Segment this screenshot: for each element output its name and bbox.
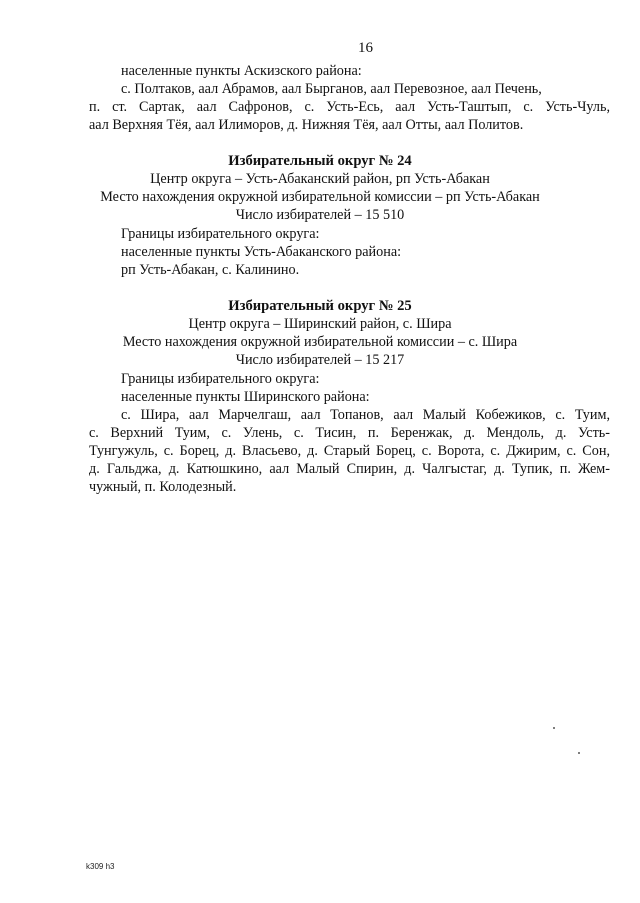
district-25-title: Избирательный округ № 25 bbox=[228, 298, 412, 314]
district-25-localities-line-3: Тунгужуль, с. Борец, д. Власьево, д. Старый Борец, с. Ворота, с. Джирим, с. Сон, bbox=[89, 443, 610, 459]
district-25-localities-label: населенные пункты Ширинского района: bbox=[121, 389, 370, 405]
footer-document-code: k309 h3 bbox=[86, 862, 115, 871]
district-25-localities-line-2: с. Верхний Туим, с. Улень, с. Тисин, п. Беренжак, д. Мендоль, д. Усть- bbox=[89, 425, 610, 441]
district-23-localities-line-1: с. Полтаков, аал Абрамов, аал Бырганов, аал Перевозное, аал Печень, bbox=[121, 81, 542, 97]
district-25-localities-line-1: с. Шира, аал Марчелгаш, аал Топанов, аал Малый Кобежиков, с. Туим, bbox=[121, 407, 610, 423]
district-24-title: Избирательный округ № 24 bbox=[228, 153, 412, 169]
district-24-commission-location: Место нахождения окружной избирательной комиссии – рп Усть-Абакан bbox=[100, 189, 540, 205]
district-25-center: Центр округа – Ширинский район, с. Шира bbox=[188, 316, 452, 332]
district-25-localities-line-5: чужный, п. Колодезный. bbox=[89, 479, 237, 495]
district-23-localities-line-2: п. ст. Сартак, аал Сафронов, с. Усть-Есь, аал Усть-Таштып, с. Усть-Чуль, bbox=[89, 99, 610, 115]
district-24-borders-label: Границы избирательного округа: bbox=[121, 226, 320, 242]
district-24-center: Центр округа – Усть-Абаканский район, рп Усть-Абакан bbox=[150, 171, 490, 187]
district-25-localities-line-4: д. Гальджа, д. Катюшкино, аал Малый Спирин, д. Чалгыстаг, д. Тупик, п. Жем- bbox=[89, 461, 610, 477]
page-number: 16 bbox=[358, 40, 373, 56]
district-23-localities-line-3: аал Верхняя Тёя, аал Илиморов, д. Нижняя Тёя, аал Отты, аал Политов. bbox=[89, 117, 524, 133]
district-24-voters: Число избирателей – 15 510 bbox=[235, 207, 405, 223]
district-25-borders-label: Границы избирательного округа: bbox=[121, 371, 320, 387]
scan-speck bbox=[553, 727, 555, 729]
scan-speck bbox=[578, 752, 580, 754]
district-25-commission-location: Место нахождения окружной избирательной комиссии – с. Шира bbox=[122, 334, 518, 350]
district-24-localities-label: населенные пункты Усть-Абаканского района: bbox=[121, 244, 402, 260]
district-24-localities: рп Усть-Абакан, с. Калинино. bbox=[121, 262, 300, 278]
district-25-voters: Число избирателей – 15 217 bbox=[235, 352, 405, 368]
district-23-localities-label: населенные пункты Аскизского района: bbox=[121, 63, 362, 79]
